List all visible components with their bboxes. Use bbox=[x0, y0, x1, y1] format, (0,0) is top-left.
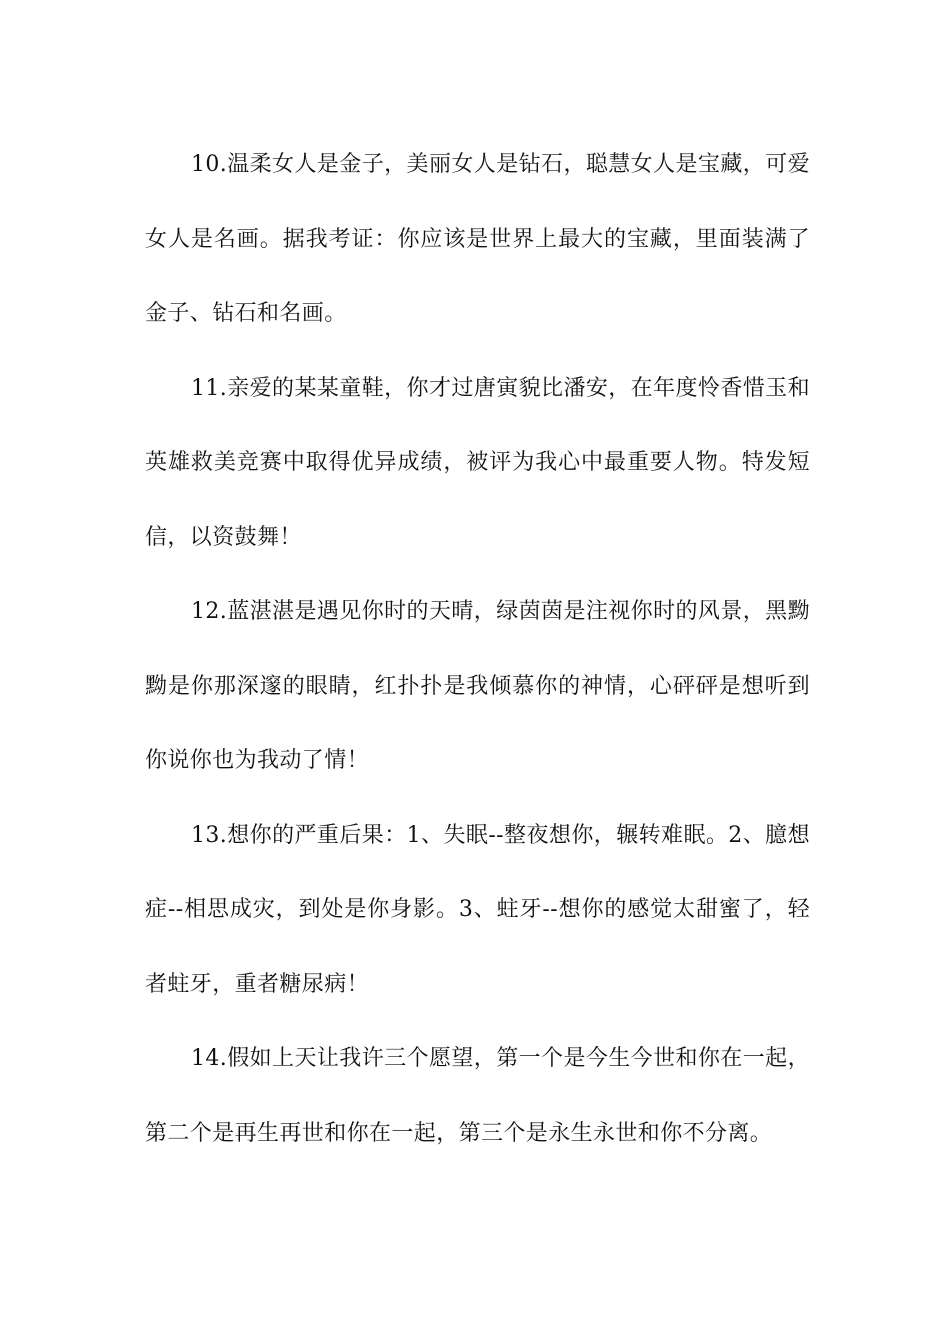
paragraph-14: 14.假如上天让我许三个愿望，第一个是今生今世和你在一起，第二个是再生再世和你在一起，第三个是永生永世和你不分离。 bbox=[145, 1046, 810, 1146]
paragraph-11: 11.亲爱的某某童鞋，你才过唐寅貌比潘安，在年度怜香惜玉和英雄救美竞赛中取得优异成绩，被评为我心中最重要人物。特发短信，以资鼓舞！ bbox=[145, 375, 810, 550]
document-body bbox=[145, 128, 810, 1171]
paragraph-10: 10.温柔女人是金子，美丽女人是钻石，聪慧女人是宝藏，可爱女人是名画。据我考证：你应该是世界上最大的宝藏，里面装满了金子、钻石和名画。 bbox=[145, 152, 810, 326]
paragraph-12: 12.蓝湛湛是遇见你时的天晴，绿茵茵是注视你时的风景，黑黝黝是你那深邃的眼睛，红扑扑是我倾慕你的神情，心砰砰是想听到你说你也为我动了情！ bbox=[145, 599, 810, 773]
paragraph-13: 13.想你的严重后果：1、失眠--整夜想你，辗转难眠。2、臆想症--相思成灾，到处是你身影。3、蛀牙--想你的感觉太甜蜜了，轻者蛀牙，重者糖尿病！ bbox=[145, 822, 810, 997]
